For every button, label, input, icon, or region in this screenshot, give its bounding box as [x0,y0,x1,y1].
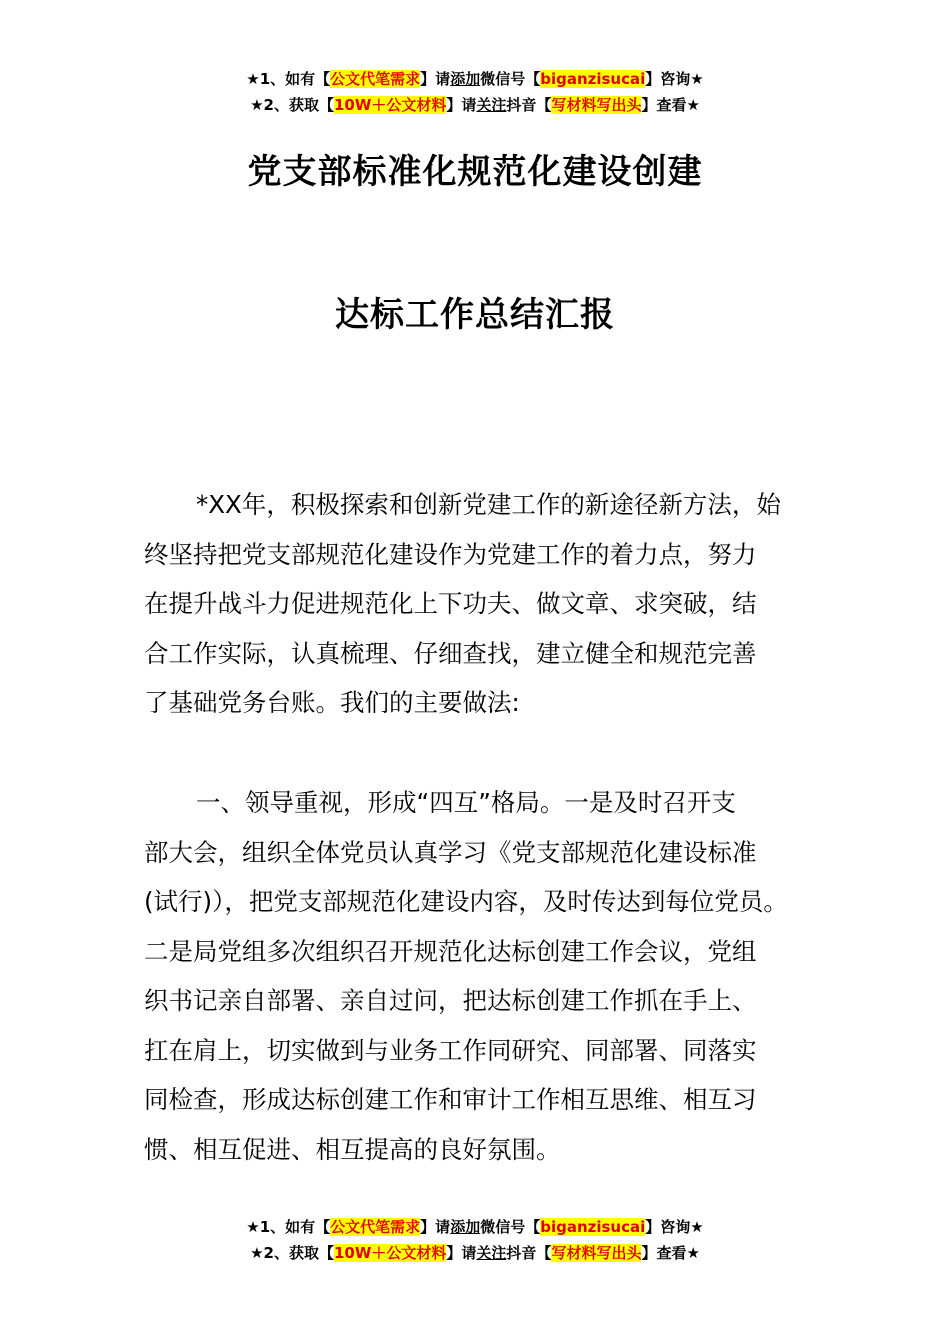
promo-underlined-text: 关注 [476,1244,507,1262]
promo-text: 】查看★ [641,1244,700,1262]
document-title-line-2: 达标工作总结汇报 [335,295,615,335]
paragraph-line: 终坚持把党支部规范化建设作为党建工作的着力点，努力 [144,539,757,569]
promo-text: 微信号【 [480,1218,541,1236]
paragraph-line: (试行)），把党支部规范化建设内容，及时传达到每位党员。 [144,887,788,916]
paragraph-line: 惯、相互促进、相互提高的良好氛围。 [144,1134,561,1164]
promo-text: ★1、如有【 [246,70,331,88]
promo-highlight-service: 公文代笔需求 [330,70,421,88]
promo-text: 】咨询★ [645,1218,704,1236]
paragraph-line: 一、领导重视，形成“四互”格局。一是及时召开支 [196,788,736,817]
promo-text: 抖音【 [506,1244,552,1262]
promo-highlight-materials: 10W＋公文材料 [333,96,447,114]
promo-line-1 [0,1214,950,1240]
promo-line-1 [0,66,950,92]
promo-banner-top [0,66,950,118]
paragraph-line: 二是局党组多次组织召开规范化达标创建工作会议，党组 [144,936,757,966]
paragraph-line: 部大会，组织全体党员认真学习《党支部规范化建设标准 [144,837,757,867]
paragraph-line: 了基础党务台账。我们的主要做法: [144,688,520,717]
body-paragraph-intro [144,480,812,728]
paragraph-line: *XX年，积极探索和创新党建工作的新途径新方法，始 [196,490,781,519]
promo-text: ★1、如有【 [246,1218,331,1236]
promo-underlined-text: 添加 [450,1218,481,1236]
promo-highlight-wechat-id: biganzisucai [540,1218,646,1236]
promo-text: 】请 [420,70,451,88]
promo-text: 】请 [446,1244,477,1262]
paragraph-line: 同检查，形成达标创建工作和审计工作相互思维、相互习 [144,1085,757,1114]
paragraph-line: 合工作实际，认真梳理、仔细查找，建立健全和规范完善 [144,638,757,668]
promo-text: 】查看★ [641,96,700,114]
body-paragraph-section-1 [144,778,812,1174]
promo-text: 】咨询★ [645,70,704,88]
promo-underlined-text: 关注 [476,96,507,114]
promo-text: 微信号【 [480,70,541,88]
promo-highlight-service: 公文代笔需求 [330,1218,421,1236]
paragraph-line: 织书记亲自部署、亲自过问，把达标创建工作抓在手上、 [144,986,757,1015]
promo-highlight-wechat-id: biganzisucai [540,70,646,88]
promo-line-2 [0,92,950,118]
promo-line-2 [0,1240,950,1266]
document-title-line-1: 党支部标准化规范化建设创建 [247,152,703,192]
promo-highlight-douyin: 写材料写出头 [551,96,642,114]
paragraph-line: 扛在肩上，切实做到与业务工作同研究、同部署、同落实 [144,1035,757,1065]
promo-underlined-text: 添加 [450,70,481,88]
promo-highlight-douyin: 写材料写出头 [551,1244,642,1262]
promo-text: 抖音【 [506,96,552,114]
paragraph-line: 在提升战斗力促进规范化上下功夫、做文章、求突破，结 [144,589,757,618]
promo-text: ★2、获取【 [250,96,334,114]
promo-text: 】请 [420,1218,451,1236]
promo-text: 】请 [446,96,477,114]
promo-highlight-materials: 10W＋公文材料 [333,1244,447,1262]
promo-text: ★2、获取【 [250,1244,334,1262]
promo-banner-bottom [0,1214,950,1266]
